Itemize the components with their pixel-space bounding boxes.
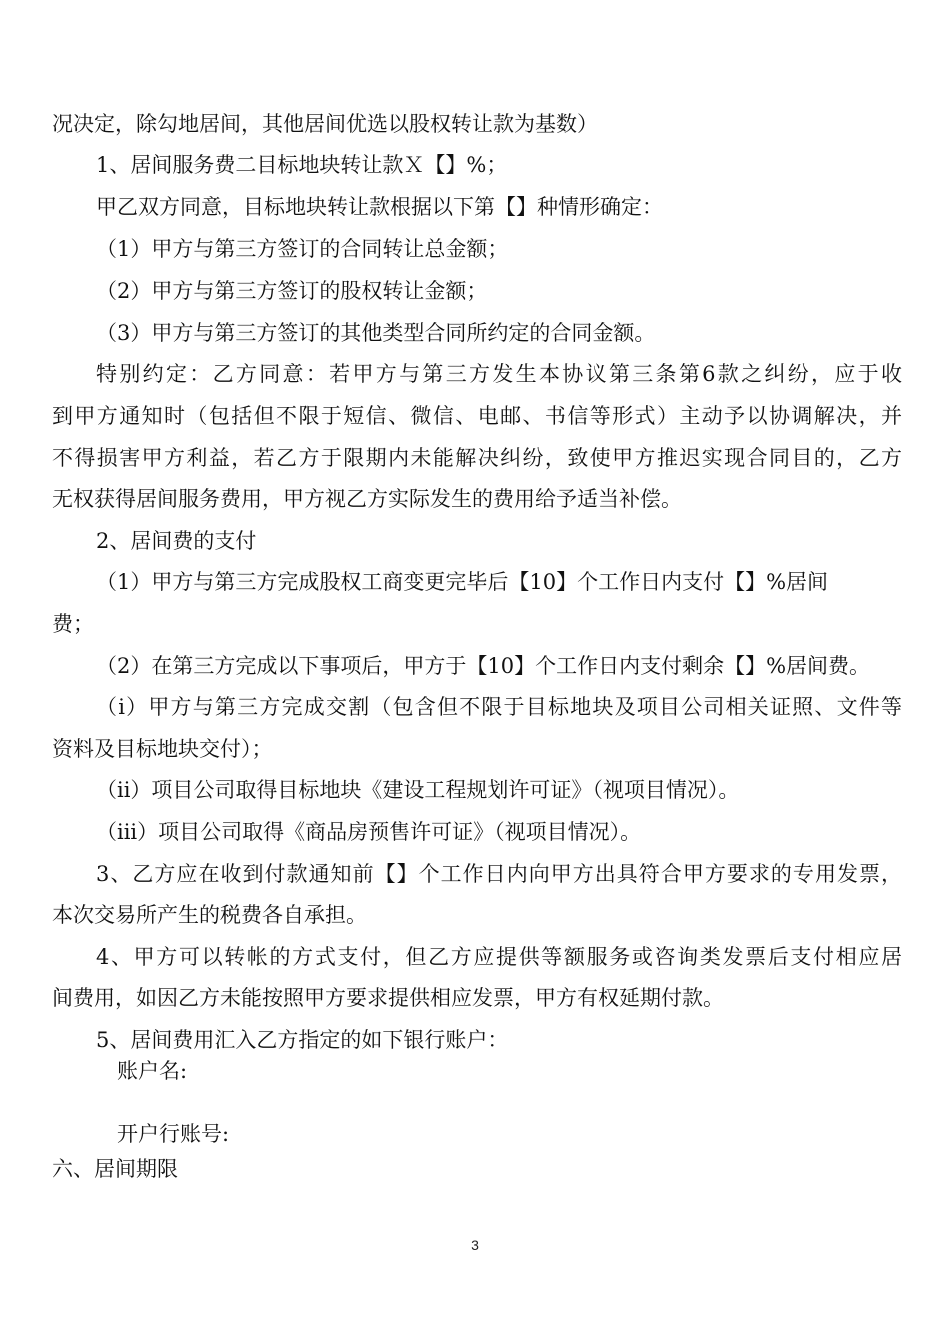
paragraph-line: （i）甲方与第三方完成交割（包含但不限于目标地块及项目公司相关证照、文件等 (96, 695, 902, 719)
paragraph-line: 到甲方通知时（包括但不限于短信、微信、电邮、书信等形式）主动予以协调解决，并 (52, 404, 902, 428)
paragraph-line: （2）甲方与第三方签订的股权转让金额； (96, 279, 488, 303)
paragraph-line: 5、居间费用汇入乙方指定的如下银行账户： (96, 1028, 509, 1052)
paragraph-line: 甲乙双方同意，目标地块转让款根据以下第【】种情形确定： (96, 195, 663, 219)
account-name-label: 账户名: (117, 1059, 188, 1083)
paragraph-line: 1、居间服务费二目标地块转让款Ｘ【】%； (96, 153, 508, 177)
page-number: 3 (471, 1237, 479, 1253)
paragraph-line: 费； (52, 612, 94, 636)
paragraph-line: （1）甲方与第三方签订的合同转让总金额； (96, 237, 509, 261)
account-number-label: 开户行账号: (117, 1122, 230, 1146)
paragraph-line: 资料及目标地块交付）； (52, 737, 273, 761)
paragraph-line: （1）甲方与第三方完成股权工商变更完毕后【10】个工作日内支付【】%居间 (96, 570, 829, 594)
paragraph-line: 3、乙方应在收到付款通知前【】个工作日内向甲方出具符合甲方要求的专用发票， (96, 862, 902, 886)
paragraph-line: （ii）项目公司取得目标地块《建设工程规划许可证》（视项目情况）。 (96, 778, 740, 802)
paragraph-line: （2）在第三方完成以下事项后，甲方于【10】个工作日内支付剩余【】%居间费。 (96, 654, 871, 678)
paragraph-line: 2、居间费的支付 (96, 529, 257, 553)
paragraph-line: 间费用，如因乙方未能按照甲方要求提供相应发票，甲方有权延期付款。 (52, 986, 724, 1010)
paragraph-line: 本次交易所产生的税费各自承担。 (52, 903, 367, 927)
paragraph-line: （iii）项目公司取得《商品房预售许可证》（视项目情况）。 (96, 820, 642, 844)
paragraph-line: 不得损害甲方利益，若乙方于限期内未能解决纠纷，致使甲方推迟实现合同目的，乙方 (52, 446, 902, 470)
paragraph-line: 况决定，除勾地居间，其他居间优选以股权转让款为基数） (52, 112, 598, 136)
paragraph-line: （3）甲方与第三方签订的其他类型合同所约定的合同金额。 (96, 321, 656, 345)
paragraph-line: 4、甲方可以转帐的方式支付，但乙方应提供等额服务或咨询类发票后支付相应居 (96, 945, 902, 969)
paragraph-line: 特别约定：乙方同意：若甲方与第三方发生本协议第三条第6款之纠纷，应于收 (96, 362, 902, 386)
section-heading: 六、居间期限 (52, 1157, 178, 1181)
paragraph-line: 无权获得居间服务费用，甲方视乙方实际发生的费用给予适当补偿。 (52, 487, 682, 511)
